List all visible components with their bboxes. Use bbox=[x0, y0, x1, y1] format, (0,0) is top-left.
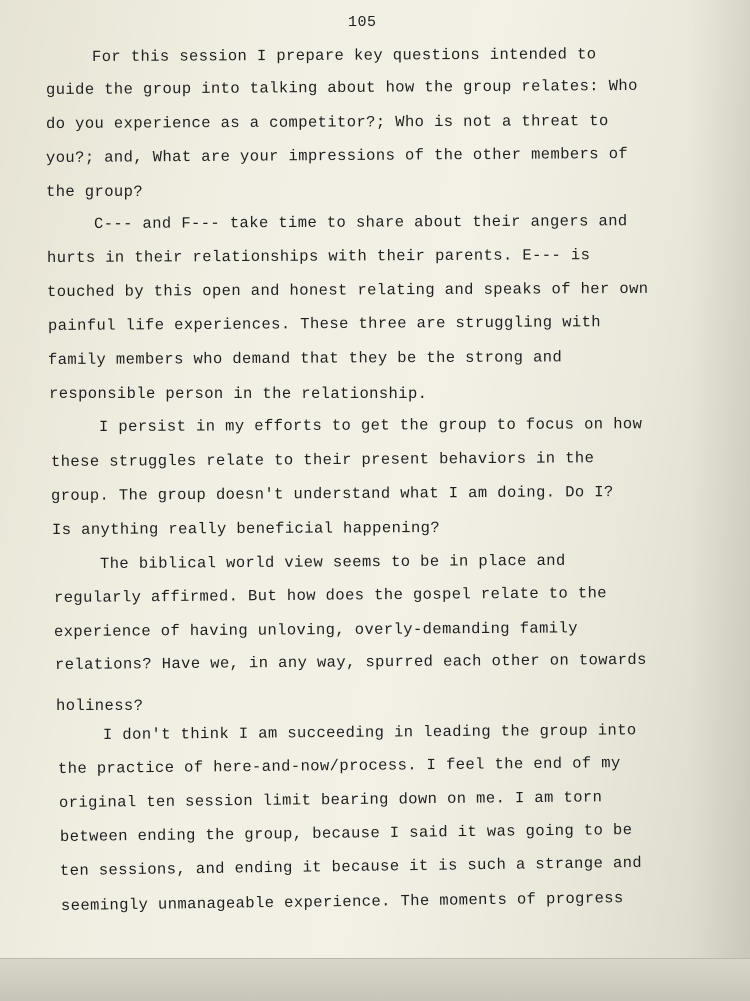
page-shadow bbox=[690, 0, 750, 1000]
page-number: 105 bbox=[348, 14, 377, 31]
text-line: I don't think I am succeeding in leading the group into bbox=[102, 721, 637, 744]
text-line: these struggles relate to their present behaviors in the bbox=[50, 449, 595, 471]
text-line: responsible person in the relationship. bbox=[49, 385, 428, 403]
text-line: do you experience as a competitor?; Who is not a threat to bbox=[45, 112, 609, 133]
text-line: seemingly unmanageable experience. The moments of progress bbox=[60, 889, 624, 915]
text-line: group. The group doesn't understand what I am doing. Do I? bbox=[50, 483, 614, 505]
text-line: C--- and F--- take time to share about their angers and bbox=[93, 212, 628, 233]
text-line: relations? Have we, in any way, spurred each other on towards bbox=[54, 650, 647, 674]
text-line: touched by this open and honest relating and speaks of her own bbox=[46, 279, 649, 301]
text-line: ten sessions, and ending it because it is such a strange and bbox=[59, 853, 643, 880]
page-bottom-edge bbox=[0, 958, 750, 1001]
text-line: The biblical world view seems to be in place and bbox=[99, 551, 566, 573]
text-line: I persist in my efforts to get the group to focus on how bbox=[98, 415, 643, 436]
text-line: you?; and, What are your impressions of the other members of bbox=[45, 144, 629, 167]
text-line: guide the group into talking about how the group relates: Who bbox=[45, 76, 638, 99]
text-line: between ending the group, because I said it was going to be bbox=[59, 821, 633, 846]
text-line: the practice of here-and-now/process. I feel the end of my bbox=[57, 754, 621, 778]
text-line: holiness? bbox=[56, 697, 144, 715]
text-line: regularly affirmed. But how does the gospel relate to the bbox=[53, 584, 608, 607]
text-line: Is anything really beneficial happening? bbox=[51, 518, 441, 539]
text-line: For this session I prepare key questions intended to bbox=[91, 45, 597, 66]
text-line: experience of having unloving, overly-demanding family bbox=[53, 619, 578, 641]
text-line: family members who demand that they be the strong and bbox=[47, 348, 563, 369]
text-line: hurts in their relationships with their parents. E--- is bbox=[46, 246, 591, 267]
text-line: original ten session limit bearing down on me. I am torn bbox=[58, 788, 603, 812]
text-line: the group? bbox=[46, 183, 144, 201]
text-line: painful life experiences. These three are struggling with bbox=[47, 313, 602, 335]
